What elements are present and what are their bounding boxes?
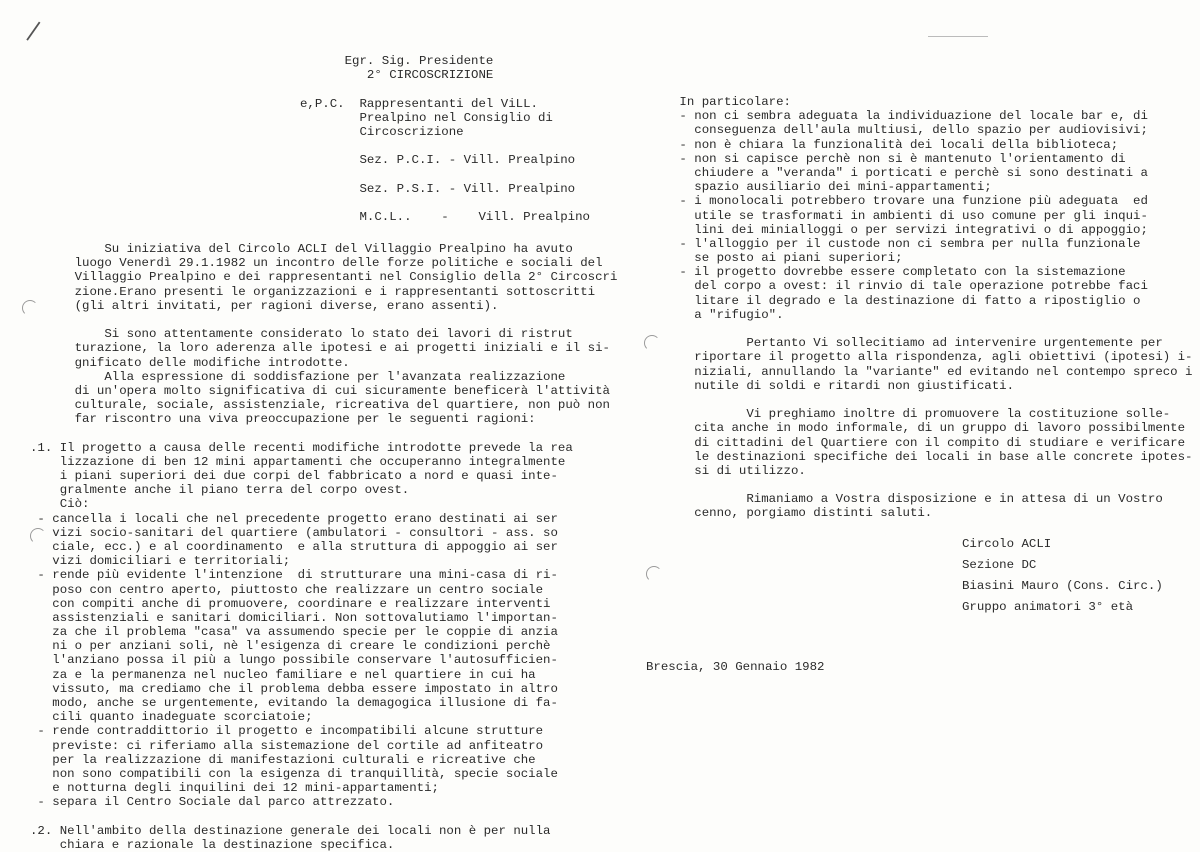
left-body-line: per la realizzazione di manifestazioni culturali e ricreative che (30, 752, 536, 767)
pen-stroke-mark: | (23, 18, 44, 43)
place-date: Brescia, 30 Gennaio 1982 (646, 660, 825, 674)
left-body-line: Ciò: (30, 497, 90, 512)
left-body-line: Su iniziativa del Circolo ACLI del Villaggio Prealpino ha avuto (30, 242, 573, 256)
left-body-line: assistenziali e sanitari domiciliari. Non sottovalutiamo l'importan- (30, 610, 558, 625)
left-body-line: cili quanto inadeguate scorciatoie; (30, 710, 313, 725)
left-body-line: modo, anche se urgentemente, evitando la demagogica illusione di fa- (30, 696, 558, 710)
addressees-line: Egr. Sig. Presidente (300, 54, 494, 68)
left-body-line: lizzazione di ben 12 mini appartamenti che occuperanno integralmente (30, 454, 566, 469)
right-body-line (672, 478, 1193, 492)
left-body-line: e notturna degli inquilini dei 12 mini-appartamenti; (30, 781, 439, 796)
signatures-line: Gruppo animatori 3° età (962, 600, 1134, 614)
right-column-body (672, 95, 1193, 521)
left-body-line: non sono compatibili con la esigenza di tranquillità, specie sociale (30, 766, 558, 781)
left-body-line: turazione, la loro aderenza alle ipotesi e ai progetti iniziali e il si- (30, 341, 610, 356)
left-body-line: poso con centro aperto, piuttosto che realizzare un centro sociale (30, 582, 544, 597)
punch-hole (644, 335, 660, 351)
right-body-line: se posto ai piani superiori; (672, 251, 903, 266)
addressees-line (300, 196, 590, 210)
signatures-line: Circolo ACLI (962, 537, 1052, 551)
right-body-line: le destinazioni specifiche dei locali in base alle concrete ipotes- (672, 449, 1193, 464)
addressees-line: Sez. P.C.I. - Vill. Prealpino (300, 153, 576, 168)
left-body-line: previste: ci riferiamo alla sistemazione del cortile ad anfiteatro (30, 738, 544, 753)
left-body-line: chiara e razionale la destinazione specifica. (30, 837, 395, 852)
left-body-line (30, 810, 617, 824)
right-body-line: - non ci sembra adeguata la individuazione del locale bar e, di (672, 109, 1148, 124)
left-body-line: ciale, ecc.) e al coordinamento e alla struttura di appoggio ai ser (30, 539, 558, 554)
addressees-line (300, 168, 590, 182)
right-body-line: a "rifugio". (672, 307, 784, 322)
right-body-line: spazio ausiliario dei mini-appartamenti; (672, 180, 992, 195)
right-body-line: niziali, annullando la "variante" ed evitando nel contempo spreco i (672, 364, 1193, 379)
left-body-line: ni o per anziani soli, nè l'esigenza di creare le condizioni perchè (30, 639, 551, 654)
left-body-line: .2. Nell'ambito della destinazione generale dei locali non è per nulla (30, 823, 551, 838)
right-body-line: lini dei minialloggi o per servizi integrativi o di appoggio; (672, 222, 1148, 237)
right-body-line: cita anche in modo informale, di un gruppo di lavoro possibilmente (672, 421, 1186, 436)
addressees-line (300, 82, 590, 96)
left-body-line: vissuto, ma crediamo che il problema debba essere impostato in altro (30, 681, 558, 696)
left-body-line: za e la permanenza nel nucleo familiare e nel quartiere in cui ha (30, 667, 536, 682)
right-body-line: utile se trasformati in ambienti di uso comune per gli inqui- (672, 208, 1148, 223)
left-body-line: zione.Erano presenti le organizzazioni e i rappresentanti sottoscritti (30, 284, 596, 299)
right-body-line: Pertanto Vi sollecitiamo ad intervenire urgentemente per (672, 336, 1163, 351)
right-body-line: - i monolocali potrebbero trovare una funzione più adeguata ed (672, 194, 1148, 209)
right-body-line: cenno, porgiamo distinti saluti. (672, 506, 933, 521)
right-body-line: - non è chiara la funzionalità dei locali della biblioteca; (672, 137, 1119, 152)
left-body-line: vizi domiciliari e territoriali; (30, 554, 291, 569)
left-body-line: - separa il Centro Sociale dal parco attrezzato. (30, 795, 395, 810)
left-body-line: - rende contraddittorio il progetto e incompatibili alcune strutture (30, 724, 544, 739)
addressees-line: Prealpino nel Consiglio di (300, 110, 553, 125)
left-body-line: Alla espressione di soddisfazione per l'avanzata realizzazione (30, 369, 566, 384)
addressees-line (300, 139, 590, 153)
addressees-line: Circoscrizione (300, 124, 464, 139)
left-body-line: gralmente anche il piano terra del corpo ovest. (30, 483, 410, 498)
right-body-line (672, 393, 1193, 407)
addressees-line: e,P.C. Rappresentanti del ViLL. (300, 96, 538, 111)
left-body-line (30, 313, 617, 327)
left-body-line: .1. Il progetto a causa delle recenti modifiche introdotte prevede la rea (30, 440, 573, 455)
left-body-line: za che il problema "casa" va assumendo specie per le coppie di anzia (30, 625, 558, 640)
addressees-line: M.C.L.. - Vill. Prealpino (300, 210, 590, 225)
left-body-line: con compiti anche di promuovere, coordinare e realizzare interventi (30, 596, 551, 611)
addressees-line: Sez. P.S.I. - Vill. Prealpino (300, 181, 576, 196)
right-body-line: litare il degrado e la destinazione di fatto a ripostiglio o (672, 293, 1141, 308)
right-body-line: di cittadini del Quartiere con il compito di studiare e verificare (672, 435, 1186, 450)
left-body-line (30, 426, 617, 440)
addressee-block (300, 54, 590, 224)
right-body-line: nutile di soldi e ritardi non giustificati. (672, 378, 1015, 393)
right-body-line: conseguenza dell'aula multiusi, dello spazio per audiovisivi; (672, 123, 1148, 138)
right-body-line (672, 322, 1193, 336)
right-body-line: Vi preghiamo inoltre di promuovere la costituzione solle- (672, 407, 1171, 422)
left-body-line: far riscontro una viva preoccupazione per le seguenti ragioni: (30, 412, 536, 427)
right-body-line: si di utilizzo. (672, 463, 806, 478)
left-body-line: (gli altri invitati, per ragioni diverse, erano assenti). (30, 298, 499, 313)
right-body-line: - non si capisce perchè non si è mantenuto l'orientamento di (672, 151, 1126, 166)
left-body-line: l'anziano possa il più a lungo possibile conservare l'autosufficien- (30, 653, 558, 668)
left-body-line: i piani superiori dei due corpi del fabbricato a nord e quasi inte- (30, 469, 558, 483)
left-body-line: culturale, sociale, assistenziale, ricreativa del quartiere, non può non (30, 398, 610, 413)
right-body-line: riportare il progetto alla rispondenza, agli obiettivi (ipotesi) i- (672, 350, 1193, 365)
top-dash-mark (928, 36, 988, 37)
right-body-line: In particolare: (672, 95, 791, 109)
left-body-line: - rende più evidente l'intenzione di strutturare una mini-casa di ri- (30, 568, 558, 583)
signatures-line: Biasini Mauro (Cons. Circ.) (962, 579, 1163, 593)
right-body-line: Rimaniamo a Vostra disposizione e in attesa di un Vostro (672, 492, 1163, 507)
left-body-line: gnificato delle modifiche introdotte. (30, 355, 350, 370)
left-body-line: luogo Venerdì 29.1.1982 un incontro delle forze politiche e sociali del (30, 256, 603, 271)
left-body-line: Si sono attentamente considerato lo stato dei lavori di ristrut (30, 327, 573, 342)
right-body-line: - l'alloggio per il custode non ci sembra per nulla funzionale (672, 236, 1141, 251)
signature-block (962, 534, 1163, 618)
left-body-line: vizi socio-sanitari del quartiere (ambulatori - consultori - ass. so (30, 525, 558, 540)
right-body-line: chiudere a "veranda" i porticati e perchè si sono destinati a (672, 165, 1148, 180)
right-body-line: del corpo a ovest: il rinvio di tale operazione potrebbe faci (672, 279, 1148, 294)
left-body-line: Villaggio Prealpino e dei rappresentanti nel Consiglio della 2° Circoscri (30, 270, 618, 285)
punch-hole (646, 566, 662, 582)
left-column-body (30, 242, 617, 852)
left-body-line: di un'opera molto significativa di cui sicuramente beneficerà l'attività (30, 383, 610, 398)
left-body-line: - cancella i locali che nel precedente progetto erano destinati ai ser (30, 511, 558, 526)
signatures-line: Sezione DC (962, 558, 1037, 572)
right-body-line: - il progetto dovrebbe essere completato con la sistemazione (672, 265, 1126, 280)
addressees-line: 2° CIRCOSCRIZIONE (300, 68, 494, 83)
